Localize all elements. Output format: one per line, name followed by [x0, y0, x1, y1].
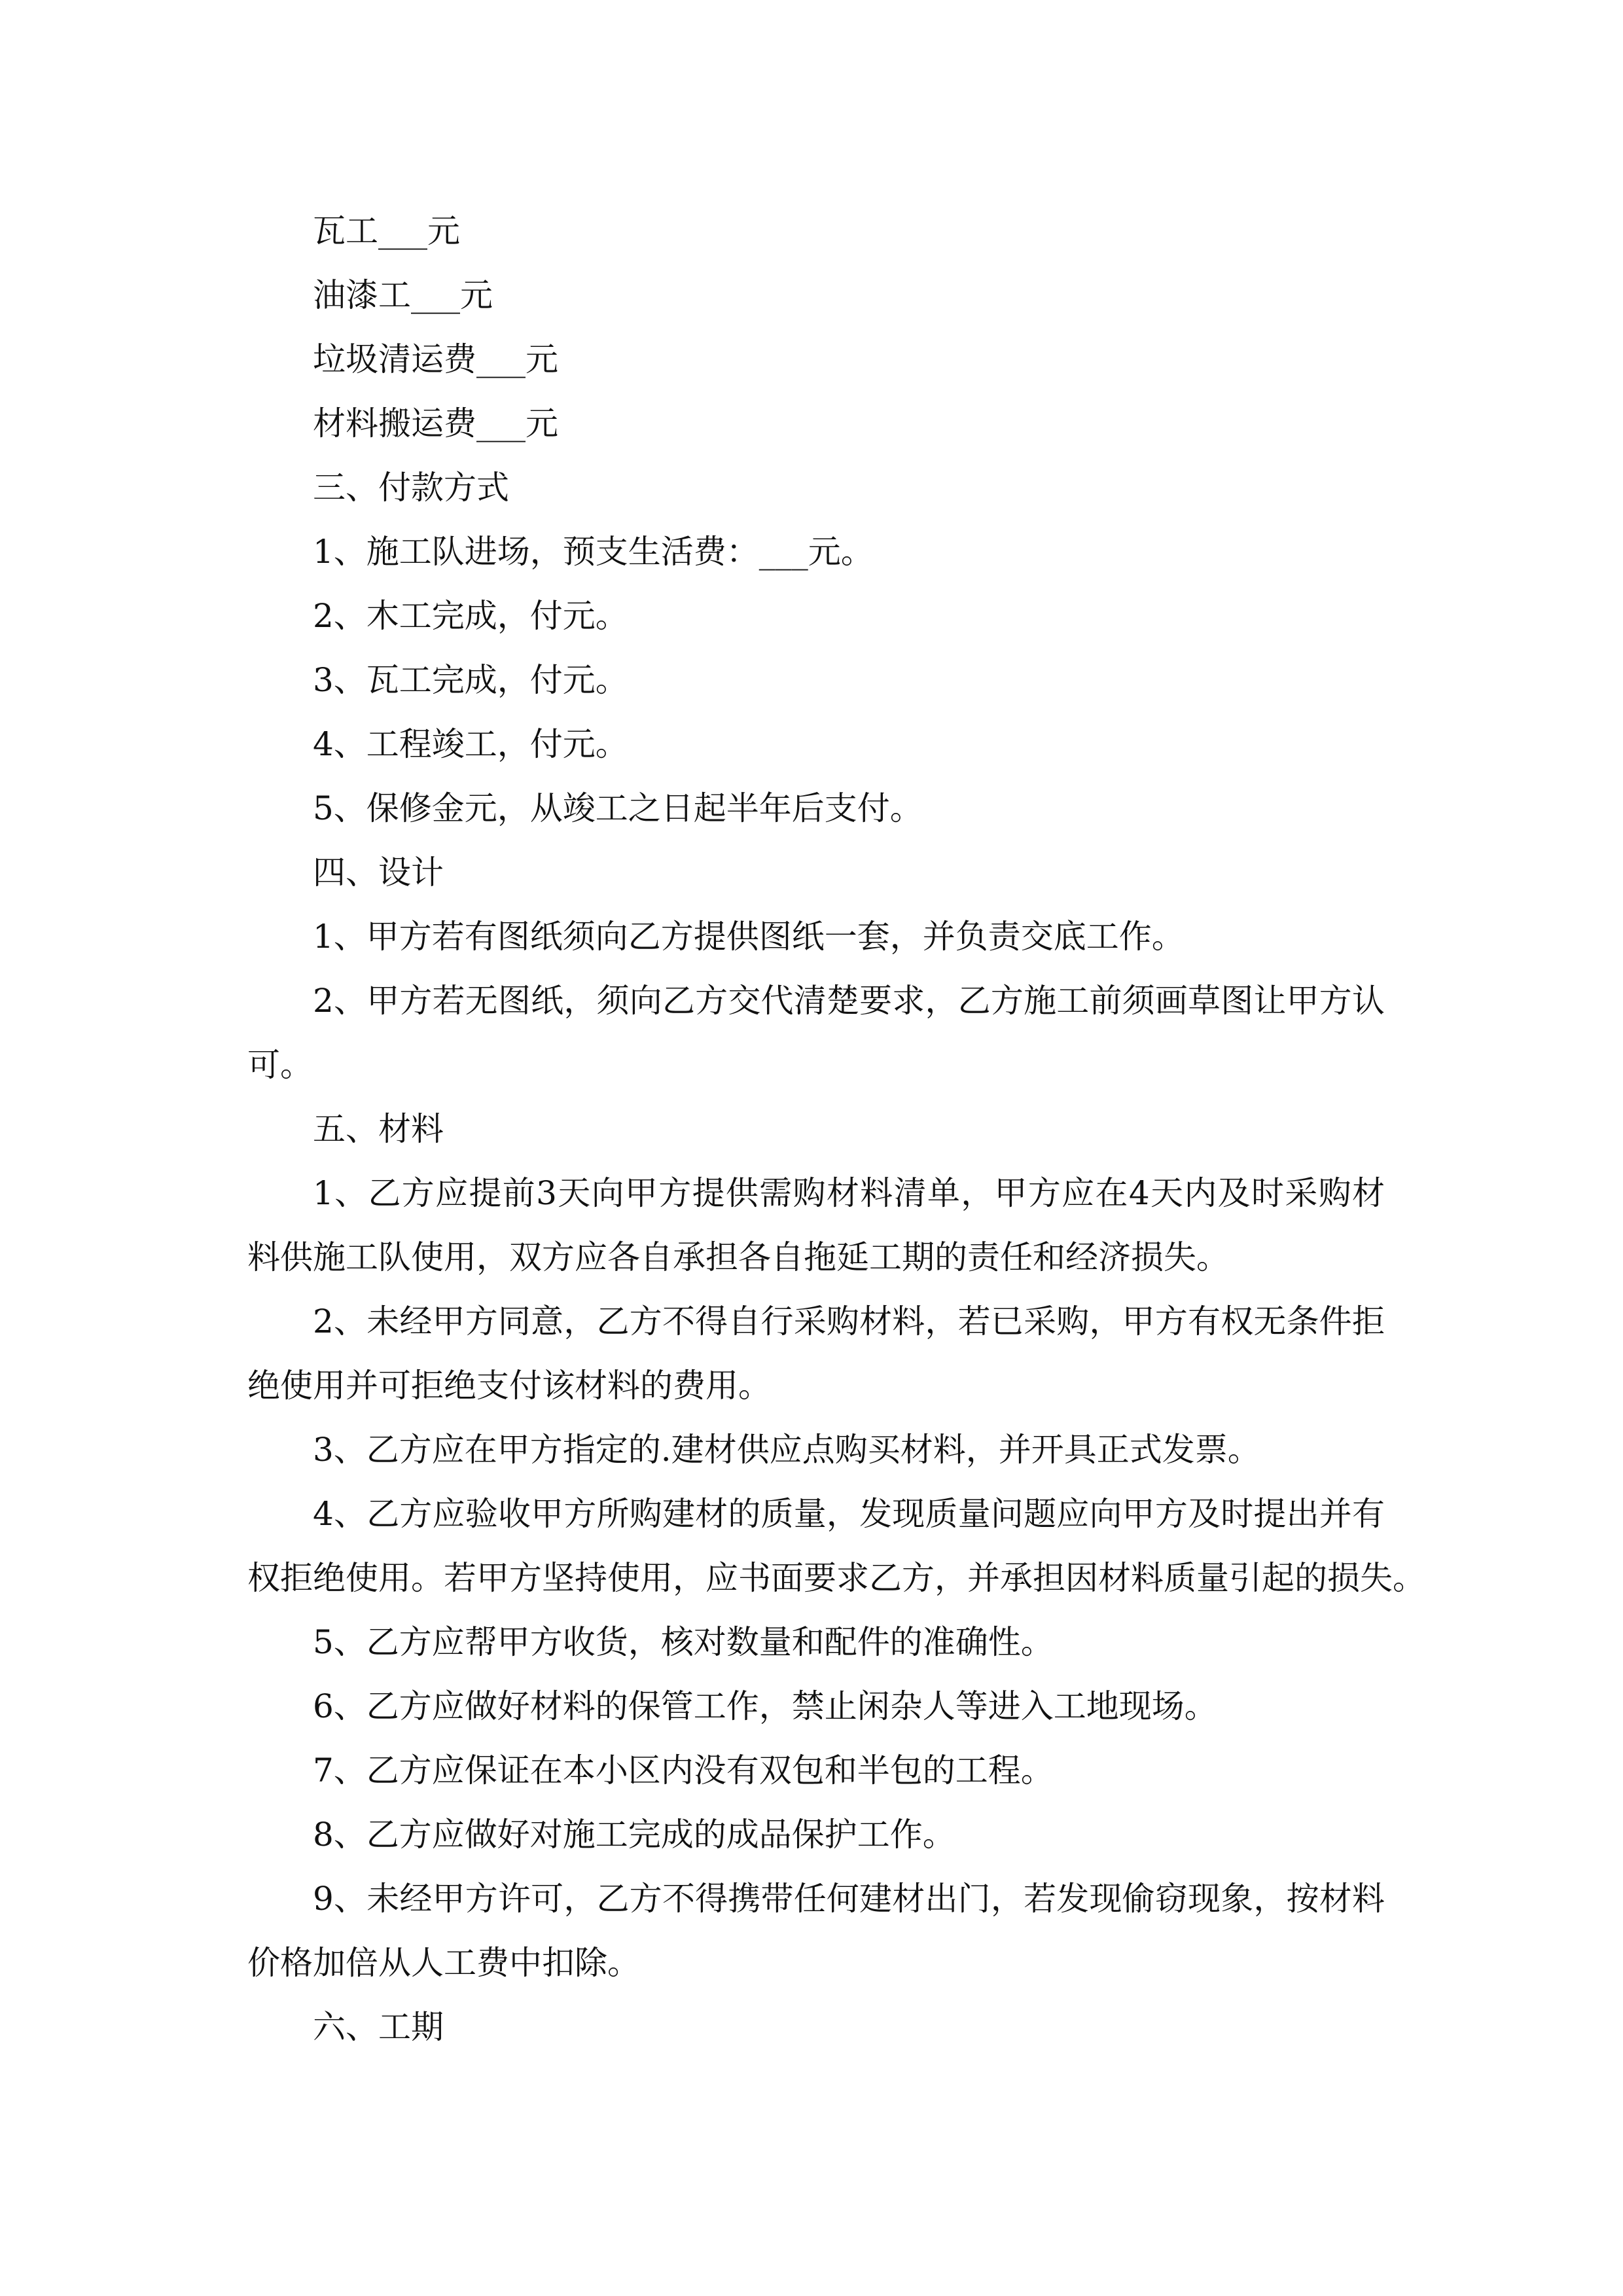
text-line: 5、保修金元，从竣工之日起半年后支付。 — [313, 789, 923, 827]
paragraph — [247, 1610, 1385, 1674]
text-line: 材料搬运费___元 — [313, 404, 558, 442]
paragraph — [247, 456, 1385, 520]
paragraph — [247, 1674, 1385, 1738]
paragraph — [247, 1803, 1385, 1867]
paragraph — [247, 1482, 1425, 1610]
text-line: 3、瓦工完成，付元。 — [313, 661, 628, 699]
paragraph — [247, 648, 1385, 712]
text-line: 权拒绝使用。若甲方坚持使用，应书面要求乙方，并承担因材料质量引起的损失。 — [247, 1559, 1425, 1597]
text-line: 5、乙方应帮甲方收货，核对数量和配件的准确性。 — [313, 1623, 1054, 1661]
paragraph — [247, 391, 1385, 456]
paragraph — [247, 1867, 1385, 1995]
text-line: 2、甲方若无图纸，须向乙方交代清楚要求，乙方施工前须画草图让甲方认 — [313, 982, 1385, 1020]
document-body — [247, 199, 1425, 2059]
text-line: 三、付款方式 — [313, 469, 509, 507]
text-line: 1、甲方若有图纸须向乙方提供图纸一套，并负责交底工作。 — [313, 918, 1185, 956]
text-line: 六、工期 — [313, 2008, 444, 2046]
text-line: 4、乙方应验收甲方所购建材的质量，发现质量问题应向甲方及时提出并有 — [313, 1495, 1385, 1533]
text-line: 1、乙方应提前3天向甲方提供需购材料清单，甲方应在4天内及时采购材 — [313, 1174, 1385, 1212]
paragraph — [247, 1738, 1385, 1803]
text-line: 8、乙方应做好对施工完成的成品保护工作。 — [313, 1816, 955, 1854]
text-line: 油漆工___元 — [313, 276, 493, 314]
paragraph — [247, 327, 1385, 391]
paragraph — [247, 776, 1385, 840]
paragraph — [247, 584, 1385, 648]
paragraph — [247, 263, 1385, 327]
text-line: 可。 — [247, 1046, 313, 1084]
text-line: 6、乙方应做好材料的保管工作，禁止闲杂人等进入工地现场。 — [313, 1687, 1217, 1725]
text-line: 瓦工___元 — [313, 212, 460, 250]
text-line: 2、未经甲方同意，乙方不得自行采购材料，若已采购，甲方有权无条件拒 — [313, 1302, 1385, 1340]
text-line: 绝使用并可拒绝支付该材料的费用。 — [247, 1367, 771, 1405]
paragraph — [247, 1097, 1385, 1161]
text-line: 4、工程竣工，付元。 — [313, 725, 628, 763]
paragraph — [247, 1289, 1385, 1418]
text-line: 四、设计 — [313, 853, 444, 891]
text-line: 7、乙方应保证在本小区内没有双包和半包的工程。 — [313, 1751, 1054, 1789]
text-line: 3、乙方应在甲方指定的.建材供应点购买材料，并开具正式发票。 — [313, 1431, 1260, 1469]
text-line: 价格加倍从人工费中扣除。 — [247, 1944, 640, 1982]
paragraph — [247, 1418, 1385, 1482]
paragraph — [247, 969, 1385, 1097]
text-line: 9、未经甲方许可，乙方不得携带任何建材出门，若发现偷窃现象，按材料 — [313, 1880, 1385, 1918]
paragraph — [247, 520, 1385, 584]
text-line: 1、施工队进场，预支生活费：___元。 — [313, 533, 874, 571]
paragraph — [247, 905, 1385, 969]
paragraph — [247, 712, 1385, 776]
text-line: 五、材料 — [313, 1110, 444, 1148]
paragraph — [247, 840, 1385, 905]
paragraph — [247, 1161, 1385, 1289]
paragraph — [247, 1995, 1385, 2059]
text-line: 料供施工队使用，双方应各自承担各自拖延工期的责任和经济损失。 — [247, 1238, 1229, 1276]
text-line: 2、木工完成，付元。 — [313, 597, 628, 635]
text-line: 垃圾清运费___元 — [313, 340, 558, 378]
paragraph — [247, 199, 1385, 263]
